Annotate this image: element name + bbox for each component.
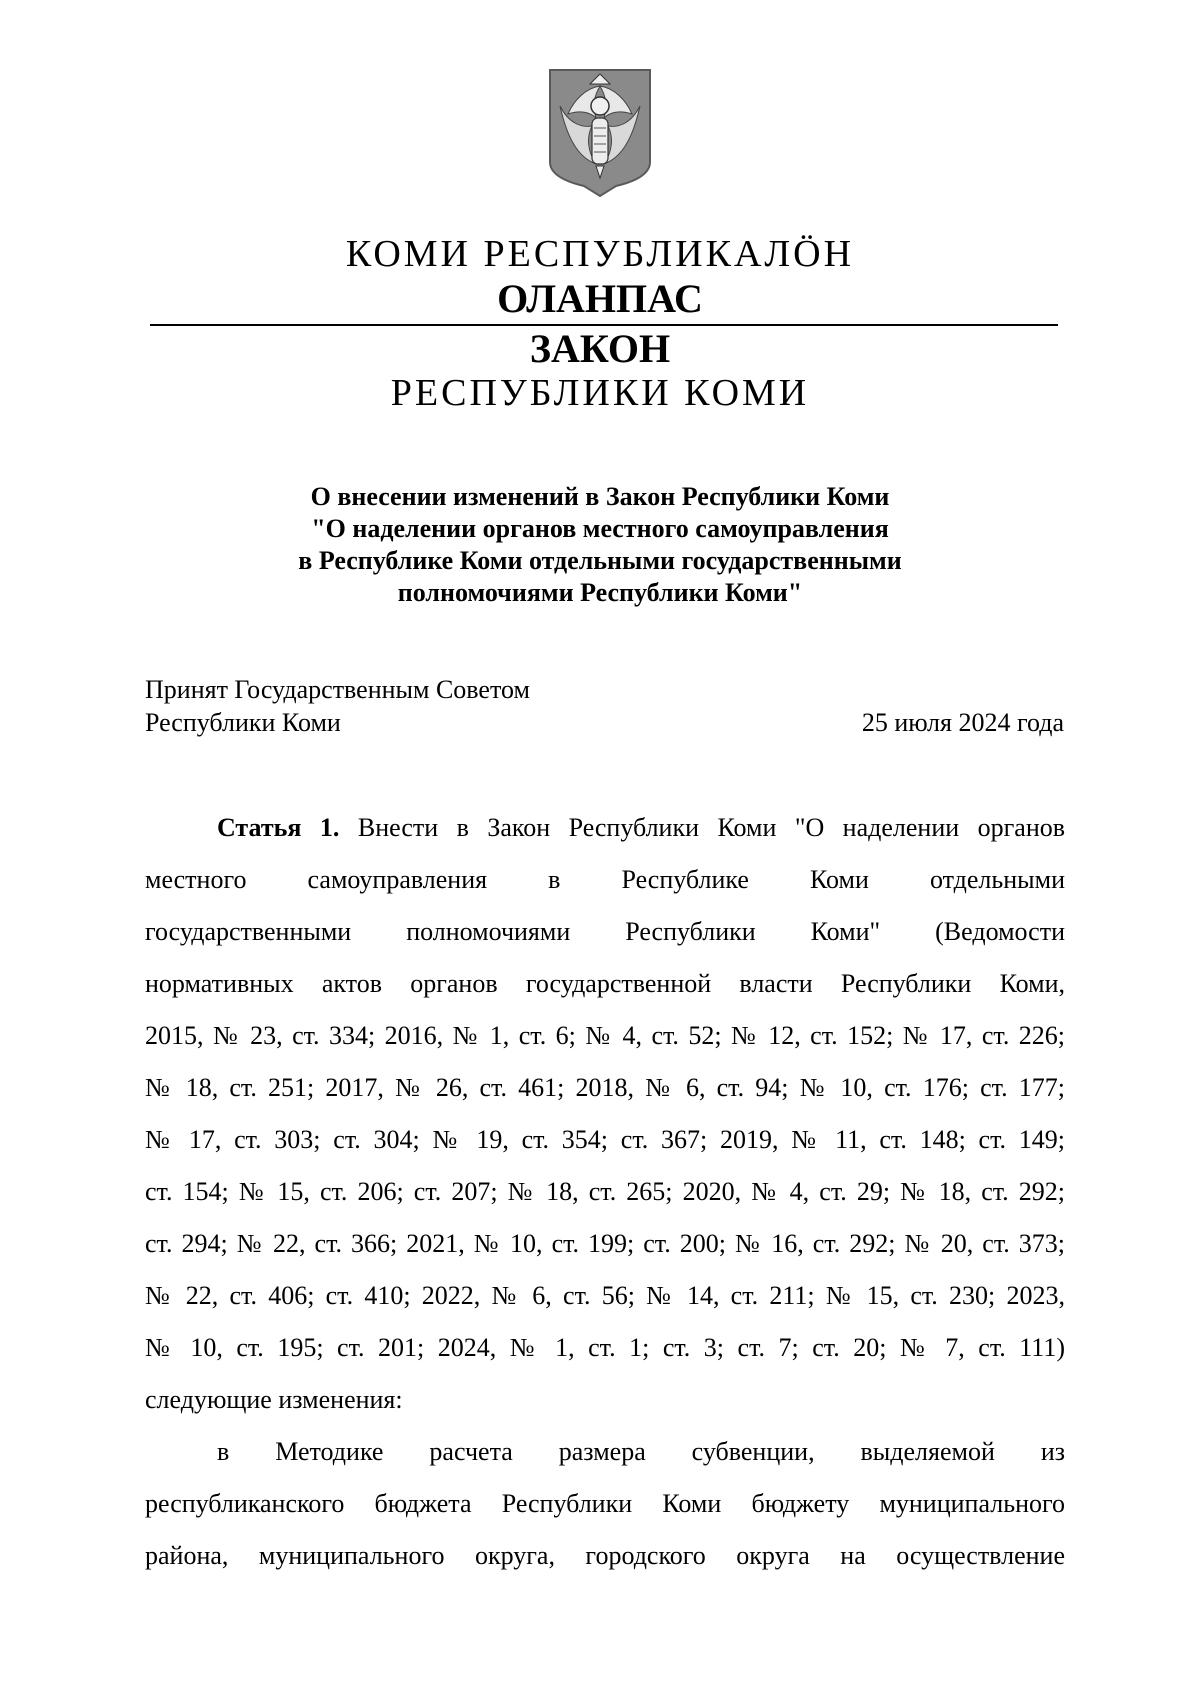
article-1-line: ст. 154; № 15, ст. 206; ст. 207; № 18, ст. 265; 2020, № 4, ст. 29; № 18, ст. 292;: [145, 1177, 1065, 1206]
article-1-line: № 10, ст. 195; ст. 201; 2024, № 1, ст. 1; ст. 3; ст. 7; ст. 20; № 7, ст. 111): [145, 1333, 1065, 1362]
article-1-first-line: [145, 802, 1065, 854]
article-1-line: следующие изменения:: [145, 1385, 403, 1414]
article-1-text: Внести в Закон Республики Коми "О наделении органов: [357, 813, 1065, 842]
adoption-date: 25 июля 2024 года: [861, 708, 1064, 737]
article-1-label: Статья 1.: [217, 813, 340, 842]
law-title-line: О внесении изменений в Закон Республики Коми: [310, 482, 890, 511]
header-komi-line: КОМИ РЕСПУБЛИКАЛӦН: [345, 233, 855, 275]
law-title-line: полномочиями Республики Коми": [397, 578, 803, 607]
article-1-line: № 22, ст. 406; ст. 410; 2022, № 6, ст. 56; № 14, ст. 211; № 15, ст. 230; 2023,: [145, 1281, 1065, 1310]
law-title-line: "О наделении органов местного самоуправления: [311, 514, 889, 543]
komi-coat-of-arms-icon: [546, 66, 654, 198]
header-olanpas: ОЛАНПАС: [497, 276, 703, 321]
article-1-line: 2015, № 23, ст. 334; 2016, № 1, ст. 6; № 4, ст. 52; № 12, ст. 152; № 17, ст. 226;: [145, 1021, 1065, 1050]
paragraph-line: республиканского бюджета Республики Коми бюджету муниципального: [145, 1489, 1065, 1518]
paragraph-line: района, муниципального округа, городского округа на осуществление: [145, 1541, 1065, 1570]
article-1-line: государственными полномочиями Республики Коми" (Ведомости: [145, 917, 1065, 946]
law-title: [0, 481, 1200, 609]
adopted-by-line: Республики Коми: [145, 708, 341, 737]
article-1-line: ст. 294; № 22, ст. 366; 2021, № 10, ст. 199; ст. 200; № 16, ст. 292; № 20, ст. 373;: [145, 1229, 1065, 1258]
article-1-line: местного самоуправления в Республике Коми отдельными: [145, 865, 1065, 894]
article-1-line: № 18, ст. 251; 2017, № 26, ст. 461; 2018, № 6, ст. 94; № 10, ст. 176; ст. 177;: [145, 1073, 1065, 1102]
law-title-line: в Республике Коми отдельными государственными: [298, 546, 902, 575]
article-1-body: [145, 802, 1065, 1582]
article-1-line: нормативных актов органов государственной власти Республики Коми,: [145, 969, 1065, 998]
paragraph-line: в Методике расчета размера субвенции, выделяемой из: [217, 1437, 1065, 1466]
header-zakon: ЗАКОН: [529, 326, 671, 371]
header-republic-line: РЕСПУБЛИКИ КОМИ: [390, 372, 810, 414]
adopted-by: [145, 673, 530, 739]
article-1-line: № 17, ст. 303; ст. 304; № 19, ст. 354; ст. 367; 2019, № 11, ст. 148; ст. 149;: [145, 1125, 1065, 1154]
adopted-by-line: Принят Государственным Советом: [145, 675, 530, 704]
